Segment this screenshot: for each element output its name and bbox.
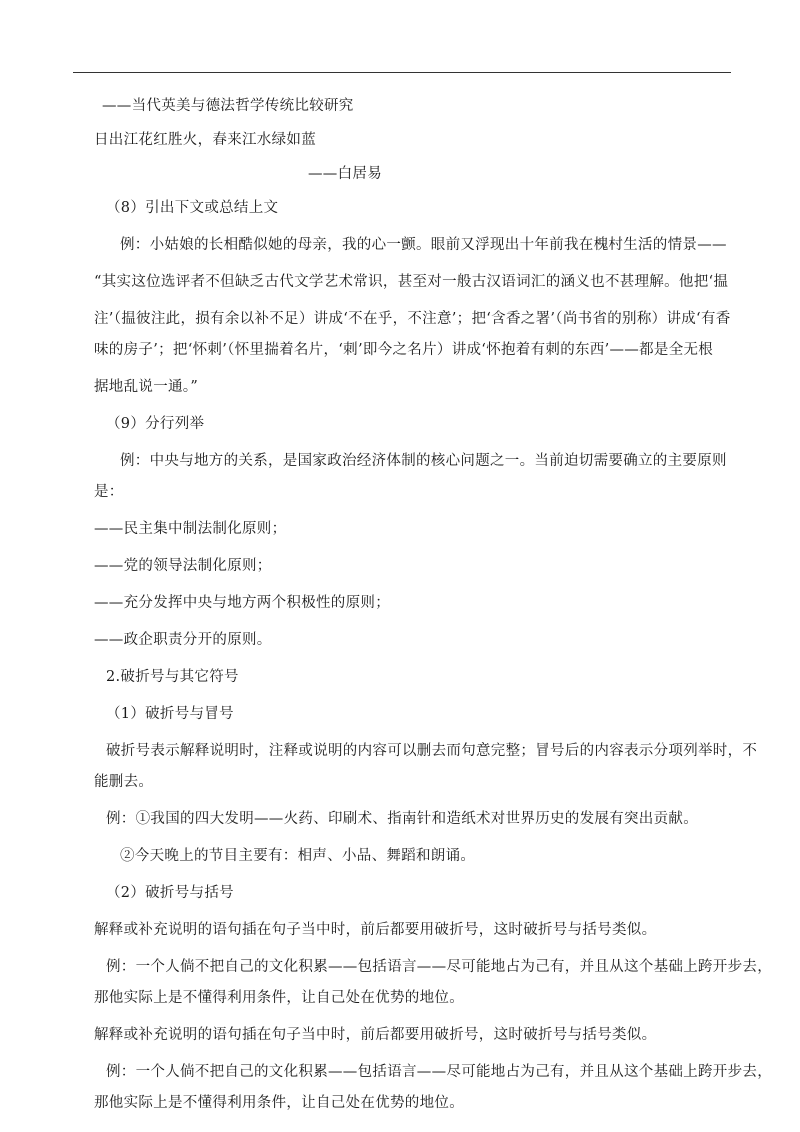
- subsection-heading-2: （2）破折号与括号: [106, 885, 234, 901]
- poem-author: ——白居易: [308, 166, 382, 182]
- body-paragraph: 解释或补充说明的语句插在句子当中时，前后都要用破折号，这时破折号与括号类似。: [94, 1027, 657, 1043]
- quote-line: 注’（揾彼注此，损有余以补不足）讲成‘不在乎，不注意’；把‘含香之署’（尚书省的别称）讲成‘有香: [94, 311, 731, 327]
- example-line: 例：中央与地方的关系，是国家政治经济体制的核心问题之一。当前迫切需要确立的主要原则: [120, 453, 727, 469]
- section-heading-9: （9）分行列举: [106, 416, 205, 432]
- poem-line: 日出江花红胜火，春来江水绿如蓝: [94, 132, 316, 148]
- example-line: 是：: [94, 484, 124, 500]
- list-item: ——政企职责分开的原则。: [94, 632, 272, 648]
- quote-line: “其实这位选评者不但缺乏古代文学艺术常识，甚至对一般古汉语词汇的涵义也不甚理解。他把‘揾: [94, 274, 729, 290]
- subsection-heading-1: （1）破折号与冒号: [106, 706, 234, 722]
- example-line: 例：小姑娘的长相酷似她的母亲，我的心一颤。眼前又浮现出十年前我在槐村生活的情景——: [120, 237, 727, 253]
- example-line: 那他实际上是不懂得利用条件，让自己处在优势的地位。: [94, 990, 464, 1006]
- example-line: 例：一个人倘不把自己的文化积累——包括语言——尽可能地占为己有，并且从这个基础上跨开步去，: [106, 1064, 772, 1080]
- body-paragraph: 解释或补充说明的语句插在句子当中时，前后都要用破折号，这时破折号与括号类似。: [94, 922, 657, 938]
- citation-line: ——当代英美与德法哲学传统比较研究: [102, 98, 354, 114]
- example-line: 例：一个人倘不把自己的文化积累——包括语言——尽可能地占为己有，并且从这个基础上跨开步去，: [106, 959, 772, 975]
- example-line: 例：①我国的四大发明——火药、印刷术、指南针和造纸术对世界历史的发展有突出贡献。: [106, 811, 698, 827]
- example-line: 那他实际上是不懂得利用条件，让自己处在优势的地位。: [94, 1095, 464, 1111]
- list-item: ——充分发挥中央与地方两个积极性的原则；: [94, 595, 390, 611]
- list-item: ——民主集中制法制化原则；: [94, 521, 287, 537]
- section-heading-8: （8）引出下文或总结上文: [106, 200, 279, 216]
- document-body: [94, 96, 772, 1113]
- quote-line: 味的房子’；把‘怀刺’（怀里揣着名片，‘刺’即今之名片）讲成‘怀抱着有刺的东西’——都是全无根: [94, 342, 714, 358]
- example-line: ②今天晚上的节目主要有：相声、小品、舞蹈和朗诵。: [120, 848, 476, 864]
- section-heading-2: 2.破折号与其它符号: [106, 669, 239, 685]
- header-rule: [73, 72, 731, 73]
- body-paragraph: 能删去。: [94, 774, 154, 790]
- body-paragraph: 破折号表示解释说明时，注释或说明的内容可以删去而句意完整；冒号后的内容表示分项列举时，不: [106, 743, 758, 759]
- list-item: ——党的领导法制化原则；: [94, 558, 272, 574]
- quote-line: 据地乱说一通。”: [94, 379, 199, 395]
